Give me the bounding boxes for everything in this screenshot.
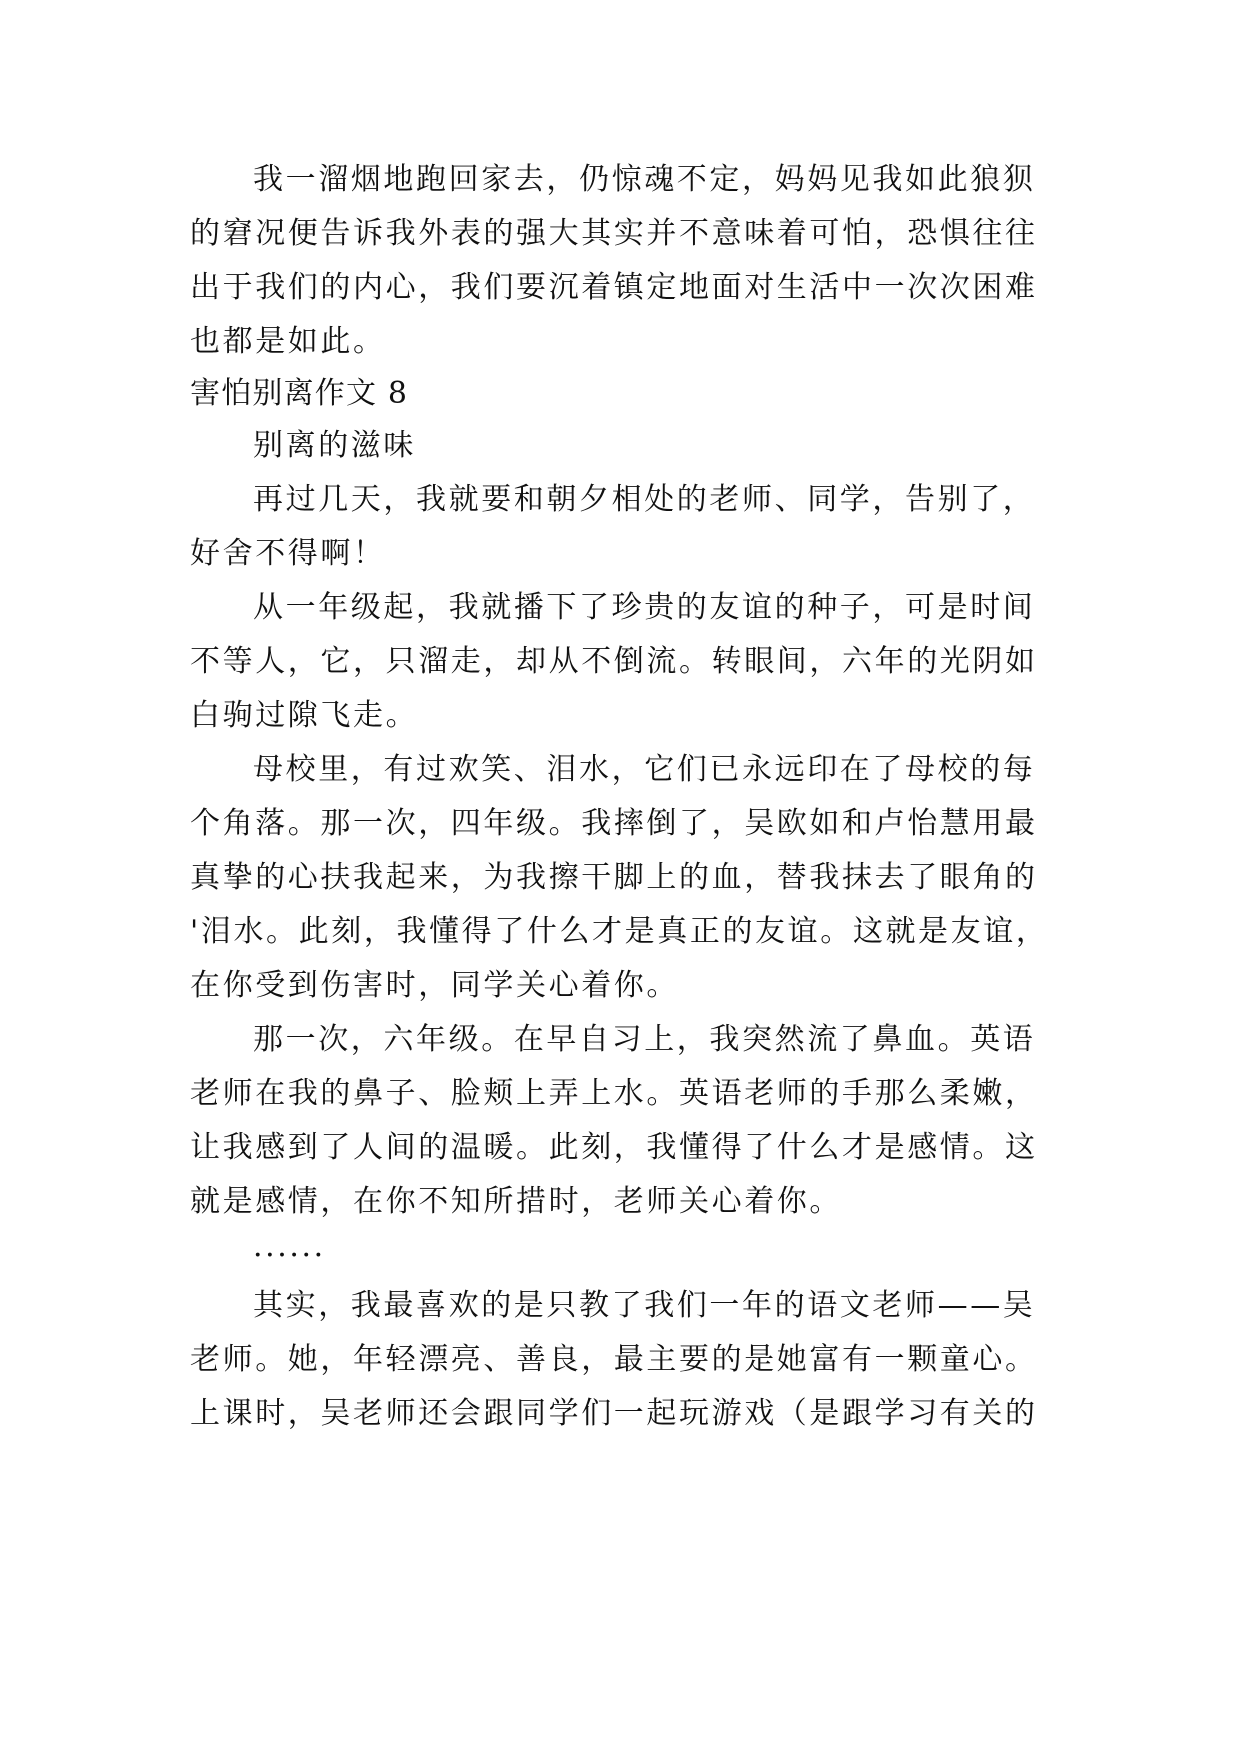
text-line: 老师在我的鼻子、脸颊上弄上水。英语老师的手那么柔嫩， <box>190 1076 1038 1111</box>
text-line: 出于我们的内心，我们要沉着镇定地面对生活中一次次困难 <box>190 270 1038 305</box>
text-line: 那一次，六年级。在早自习上，我突然流了鼻血。英语 <box>253 1022 1036 1057</box>
text-line: 我一溜烟地跑回家去，仍惊魂不定，妈妈见我如此狼狈 <box>253 162 1036 197</box>
text-line: 上课时，吴老师还会跟同学们一起玩游戏（是跟学习有关的 <box>190 1396 1038 1431</box>
text-line: 真挚的心扶我起来，为我擦干脚上的血，替我抹去了眼角的 <box>190 860 1038 895</box>
essay-title: 别离的滋味 <box>253 428 416 463</box>
section-title: 害怕别离作文 8 <box>190 376 409 411</box>
text-line: '泪水。此刻，我懂得了什么才是真正的友谊。这就是友谊， <box>190 914 1049 949</box>
text-line: 白驹过隙飞走。 <box>190 698 419 733</box>
text-line: 好舍不得啊！ <box>190 536 386 571</box>
text-line: 个角落。那一次，四年级。我摔倒了，吴欧如和卢怡慧用最 <box>190 806 1038 841</box>
text-line: 从一年级起，我就播下了珍贵的友谊的种子，可是时间 <box>253 590 1036 625</box>
text-line: 的窘况便告诉我外表的强大其实并不意味着可怕，恐惧往往 <box>190 216 1038 251</box>
text-line: 老师。她，年轻漂亮、善良，最主要的是她富有一颗童心。 <box>190 1342 1038 1377</box>
text-line: 也都是如此。 <box>190 324 386 359</box>
text-line: 不等人，它，只溜走，却从不倒流。转眼间，六年的光阴如 <box>190 644 1038 679</box>
text-line: 母校里，有过欢笑、泪水，它们已永远印在了母校的每 <box>253 752 1036 787</box>
text-line: 其实，我最喜欢的是只教了我们一年的语文老师——吴 <box>253 1288 1036 1323</box>
text-line: 让我感到了人间的温暖。此刻，我懂得了什么才是感情。这 <box>190 1130 1038 1165</box>
text-line: 再过几天，我就要和朝夕相处的老师、同学，告别了， <box>253 482 1036 517</box>
text-line: 在你受到伤害时，同学关心着你。 <box>190 968 679 1003</box>
text-line: 就是感情，在你不知所措时，老师关心着你。 <box>190 1184 842 1219</box>
ellipsis-line: ······ <box>253 1238 326 1273</box>
